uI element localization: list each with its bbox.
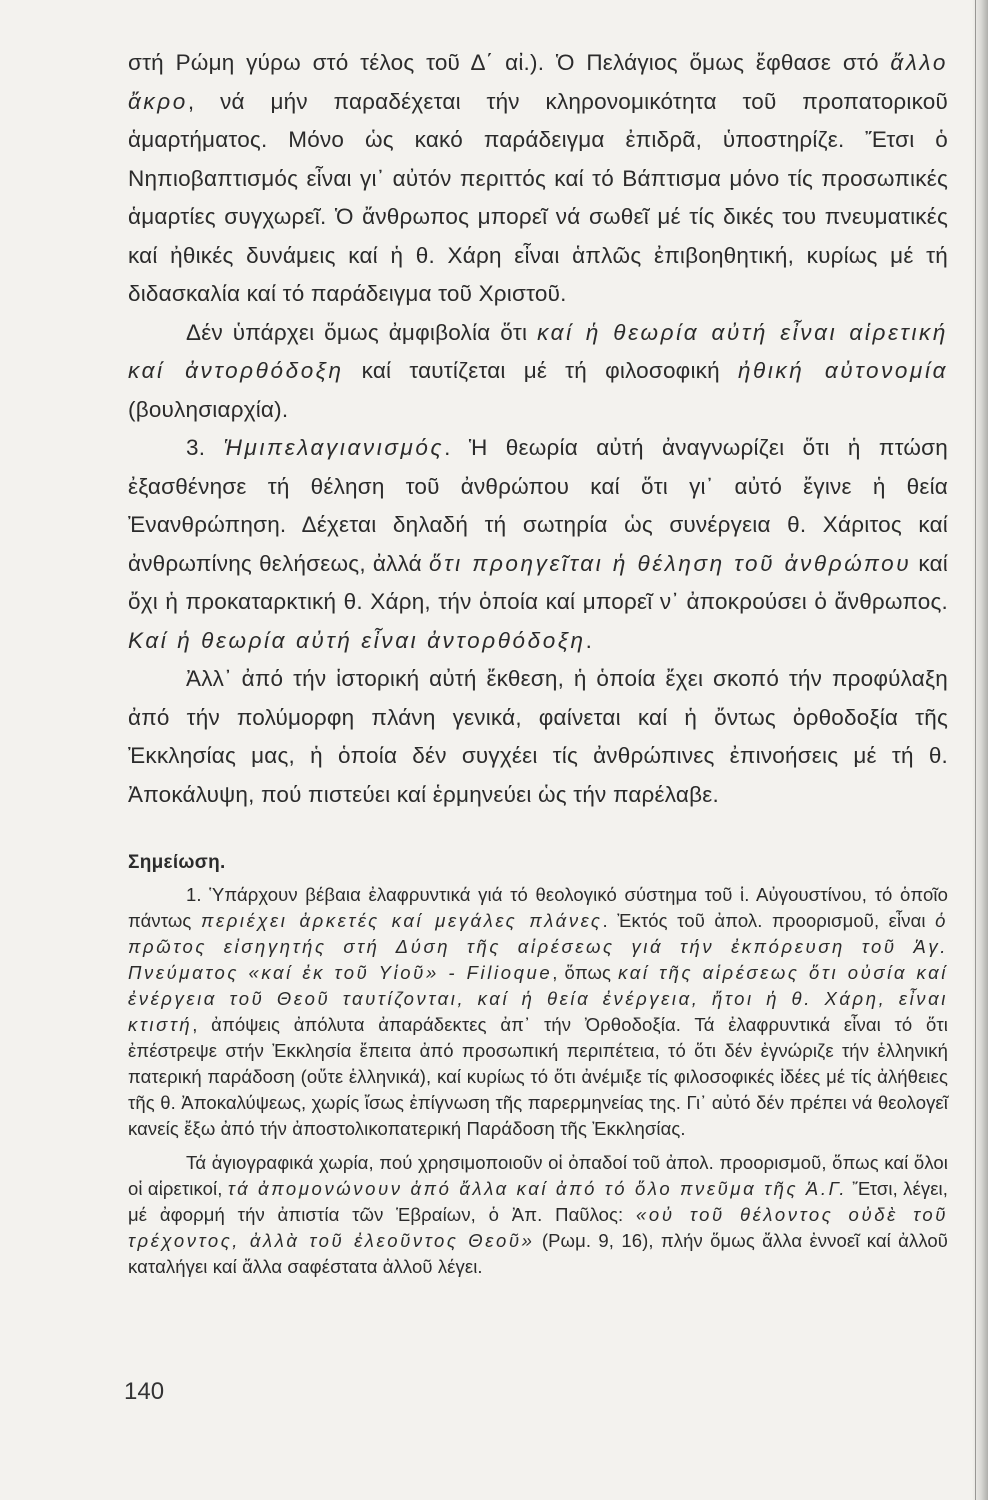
text-run: Ἀλλ᾽ ἀπό τήν ἱστορική αὐτή ἔκθεση, ἡ ὁποία ἔχει σκοπό τήν προφύλαξη ἀπό τήν πολύμορφη πλάνη γενικά, φαίνεται καί ἡ ὄντως ὀρθοδοξία τῆς Ἐκκλησίας μας, ἡ ὁποία δέν συγχέει τίς ἀνθρώπινες ἐπινοήσεις μέ τή θ. Ἀποκάλυψη, πού πιστεύει καί ἑρμηνεύει ὡς τήν παρέλαβε. [128,666,948,807]
text-run: Ἔτσι, λέγει, μέ ἀφορμή τήν ἀπιστία τῶν Ἑβραίων, ὁ Ἀπ. Παῦλος: [128,1178,948,1225]
note-2 [128,1150,948,1280]
text-run: , νά μήν παραδέχεται τήν κληρονομικότητα τοῦ προπατορικοῦ ἁμαρτήματος. Μόνο ὡς κακό παράδειγμα ἐπιδρᾶ, ὑποστηρίζε. Ἔτσι ὁ Νηπιοβαπτισμός εἶναι γι᾽ αὐτόν περιττός καί τό Βάπτισμα μόνο τίς προσωπικές ἁμαρτίες συγχωρεῖ. Ὁ ἄνθρωπος μπορεῖ νά σωθεῖ μέ τίς δικές του πνευματικές καί ἠθικές δυνάμεις καί ἡ θ. Χάρη εἶναι ἁπλῶς ἐπιβοηθητική, κυρίως μέ τή διδασκαλία καί τό παράδειγμα τοῦ Χριστοῦ. [128,88,948,306]
text-run: (βουλησιαρχία). [128,396,289,422]
text-run: , ὅπως [552,962,619,983]
paragraph-1 [128,44,948,314]
text-run: . Ἡ θεωρία αὐτή ἀναγνωρίζει ὅτι ἡ πτώση ἐξασθένησε τή θέληση τοῦ ἀνθρώπου καί ὅτι γι᾽ αὐτό ἔγινε ἡ θεία Ἐνανθρώπηση. Δέχεται δηλαδή τή σωτηρία ὡς συνέργεια θ. Χάριτος καί ἀνθρωπίνης θελήσεως, ἀλλά [128,435,948,576]
emphasis: τά ἀπομονώνουν ἀπό ἄλλα καί ἀπό τό ὅλο πνεῦμα τῆς Ἁ.Γ. [227,1178,848,1199]
paragraph-3 [128,429,948,660]
text-run: καί ὄχι ἡ προκαταρκτική θ. Χάρη, τήν ὁποία καί μπορεῖ ν᾽ ἀποκρούσει ὁ ἄνθρωπος. [128,550,948,614]
emphasis: περιέχει ἀρκετές καί μεγάλες πλάνες [200,910,603,931]
text-run: , ἀπόψεις ἀπόλυτα ἀπαράδεκτες ἀπ᾽ τήν Ὀρθοδοξία. Τά ἐλαφρυντικά εἶναι τό ὅτι ἐπέστρεψε στήν Ἐκκλησία ἔπειτα ἀπό προσωπική περιπέτεια, τό ὅτι δέν ἐγνώριζε τήν ἑλληνική πατερική παράδοση (οὔτε ἑλληνικά), καί κυρίως τό ὅτι ἀνέμιξε τίς φιλοσοφικές ἰδέες μέ τίς ἀλήθειες τῆς θ. Ἀποκαλύψεως, χωρίς ἴσως ἐπίγνωση τῆς παρερμηνείας της. Γι᾽ αὐτό δέν πρέπει νά θεολογεῖ κανείς ἔξω ἀπό τήν ἀποστολικοπατερική Παράδοση τῆς Ἐκκλησίας. [128,1014,948,1139]
paragraph-4 [128,660,948,814]
text-run: καί ταυτίζεται μέ τή φιλοσοφική [343,358,738,383]
text-run: 3. [186,435,224,460]
emphasis: Καί ἡ θεωρία αὐτή εἶναι ἀντορθόδοξη [128,627,586,653]
emphasis: ὅτι προηγεῖται ἡ θέληση τοῦ ἀνθρώπου [429,550,912,576]
text-run: Δέν ὑπάρχει ὅμως ἀμφιβολία ὅτι [186,319,538,345]
text-run: (Ρωμ. 9, 16), πλήν ὅμως ἄλλα ἐννοεῖ καί ἀλλοῦ καταλήγει καί ἄλλα σαφέστατα ἀλλοῦ λέγει. [128,1230,948,1277]
emphasis: ἄλλο ἄκρο [128,50,948,114]
page-number: 140 [124,1378,165,1405]
notes-heading: Σημείωση. [128,852,226,873]
paragraph-2 [128,314,948,430]
main-text [128,44,948,814]
emphasis: ὁ πρῶτος εἰσηγητής στή Δύση τῆς αἱρέσεως γιά τήν ἐκπόρευση τοῦ Ἁγ. Πνεύματος «καί ἐκ τοῦ Υἱοῦ» - Filioque [128,910,948,983]
quotation: «οὐ τοῦ θέλοντος οὐδὲ τοῦ τρέχοντος, ἀλλὰ τοῦ ἐλεοῦντος Θεοῦ» [128,1204,949,1251]
section-title: Ἡμιπελαγιανισμός [223,435,445,460]
text-run: 1. Ὑπάρχουν βέβαια ἐλαφρυντικά γιά τό θεολογικό σύστημα τοῦ ἱ. Αὐγουστίνου, τό ὁποῖο πάντως [128,884,948,931]
notes-text [128,882,948,1280]
emphasis: καί ἡ θεωρία αὐτή εἶναι αἱρετική καί ἀντορθόδοξη [128,319,948,383]
text-run: . [585,627,593,653]
note-1 [128,882,948,1142]
text-block [128,44,948,1280]
emphasis: καί τῆς αἱρέσεως ὅτι οὐσία καί ἐνέργεια τοῦ Θεοῦ ταυτίζονται, καί ἡ θεία ἐνέργεια, ἤτοι ἡ θ. Χάρη, εἶναι κτιστή [128,962,948,1035]
text-run: στή Ρώμη γύρω στό τέλος τοῦ Δ΄ αἰ.). Ὁ Πελάγιος ὅμως ἔφθασε στό [128,50,891,75]
emphasis: ἠθική αὐτονομία [737,358,948,383]
binding-edge-line [975,0,976,1500]
text-run: . Ἐκτός τοῦ ἀπολ. προορισμοῦ, εἶναι [602,910,936,931]
text-run: Τά ἁγιογραφικά χωρία, πού χρησιμοποιοῦν οἱ ὀπαδοί τοῦ ἀπολ. προορισμοῦ, ὅπως καί ὅλοι οἱ αἱρετικοί, [128,1152,948,1199]
